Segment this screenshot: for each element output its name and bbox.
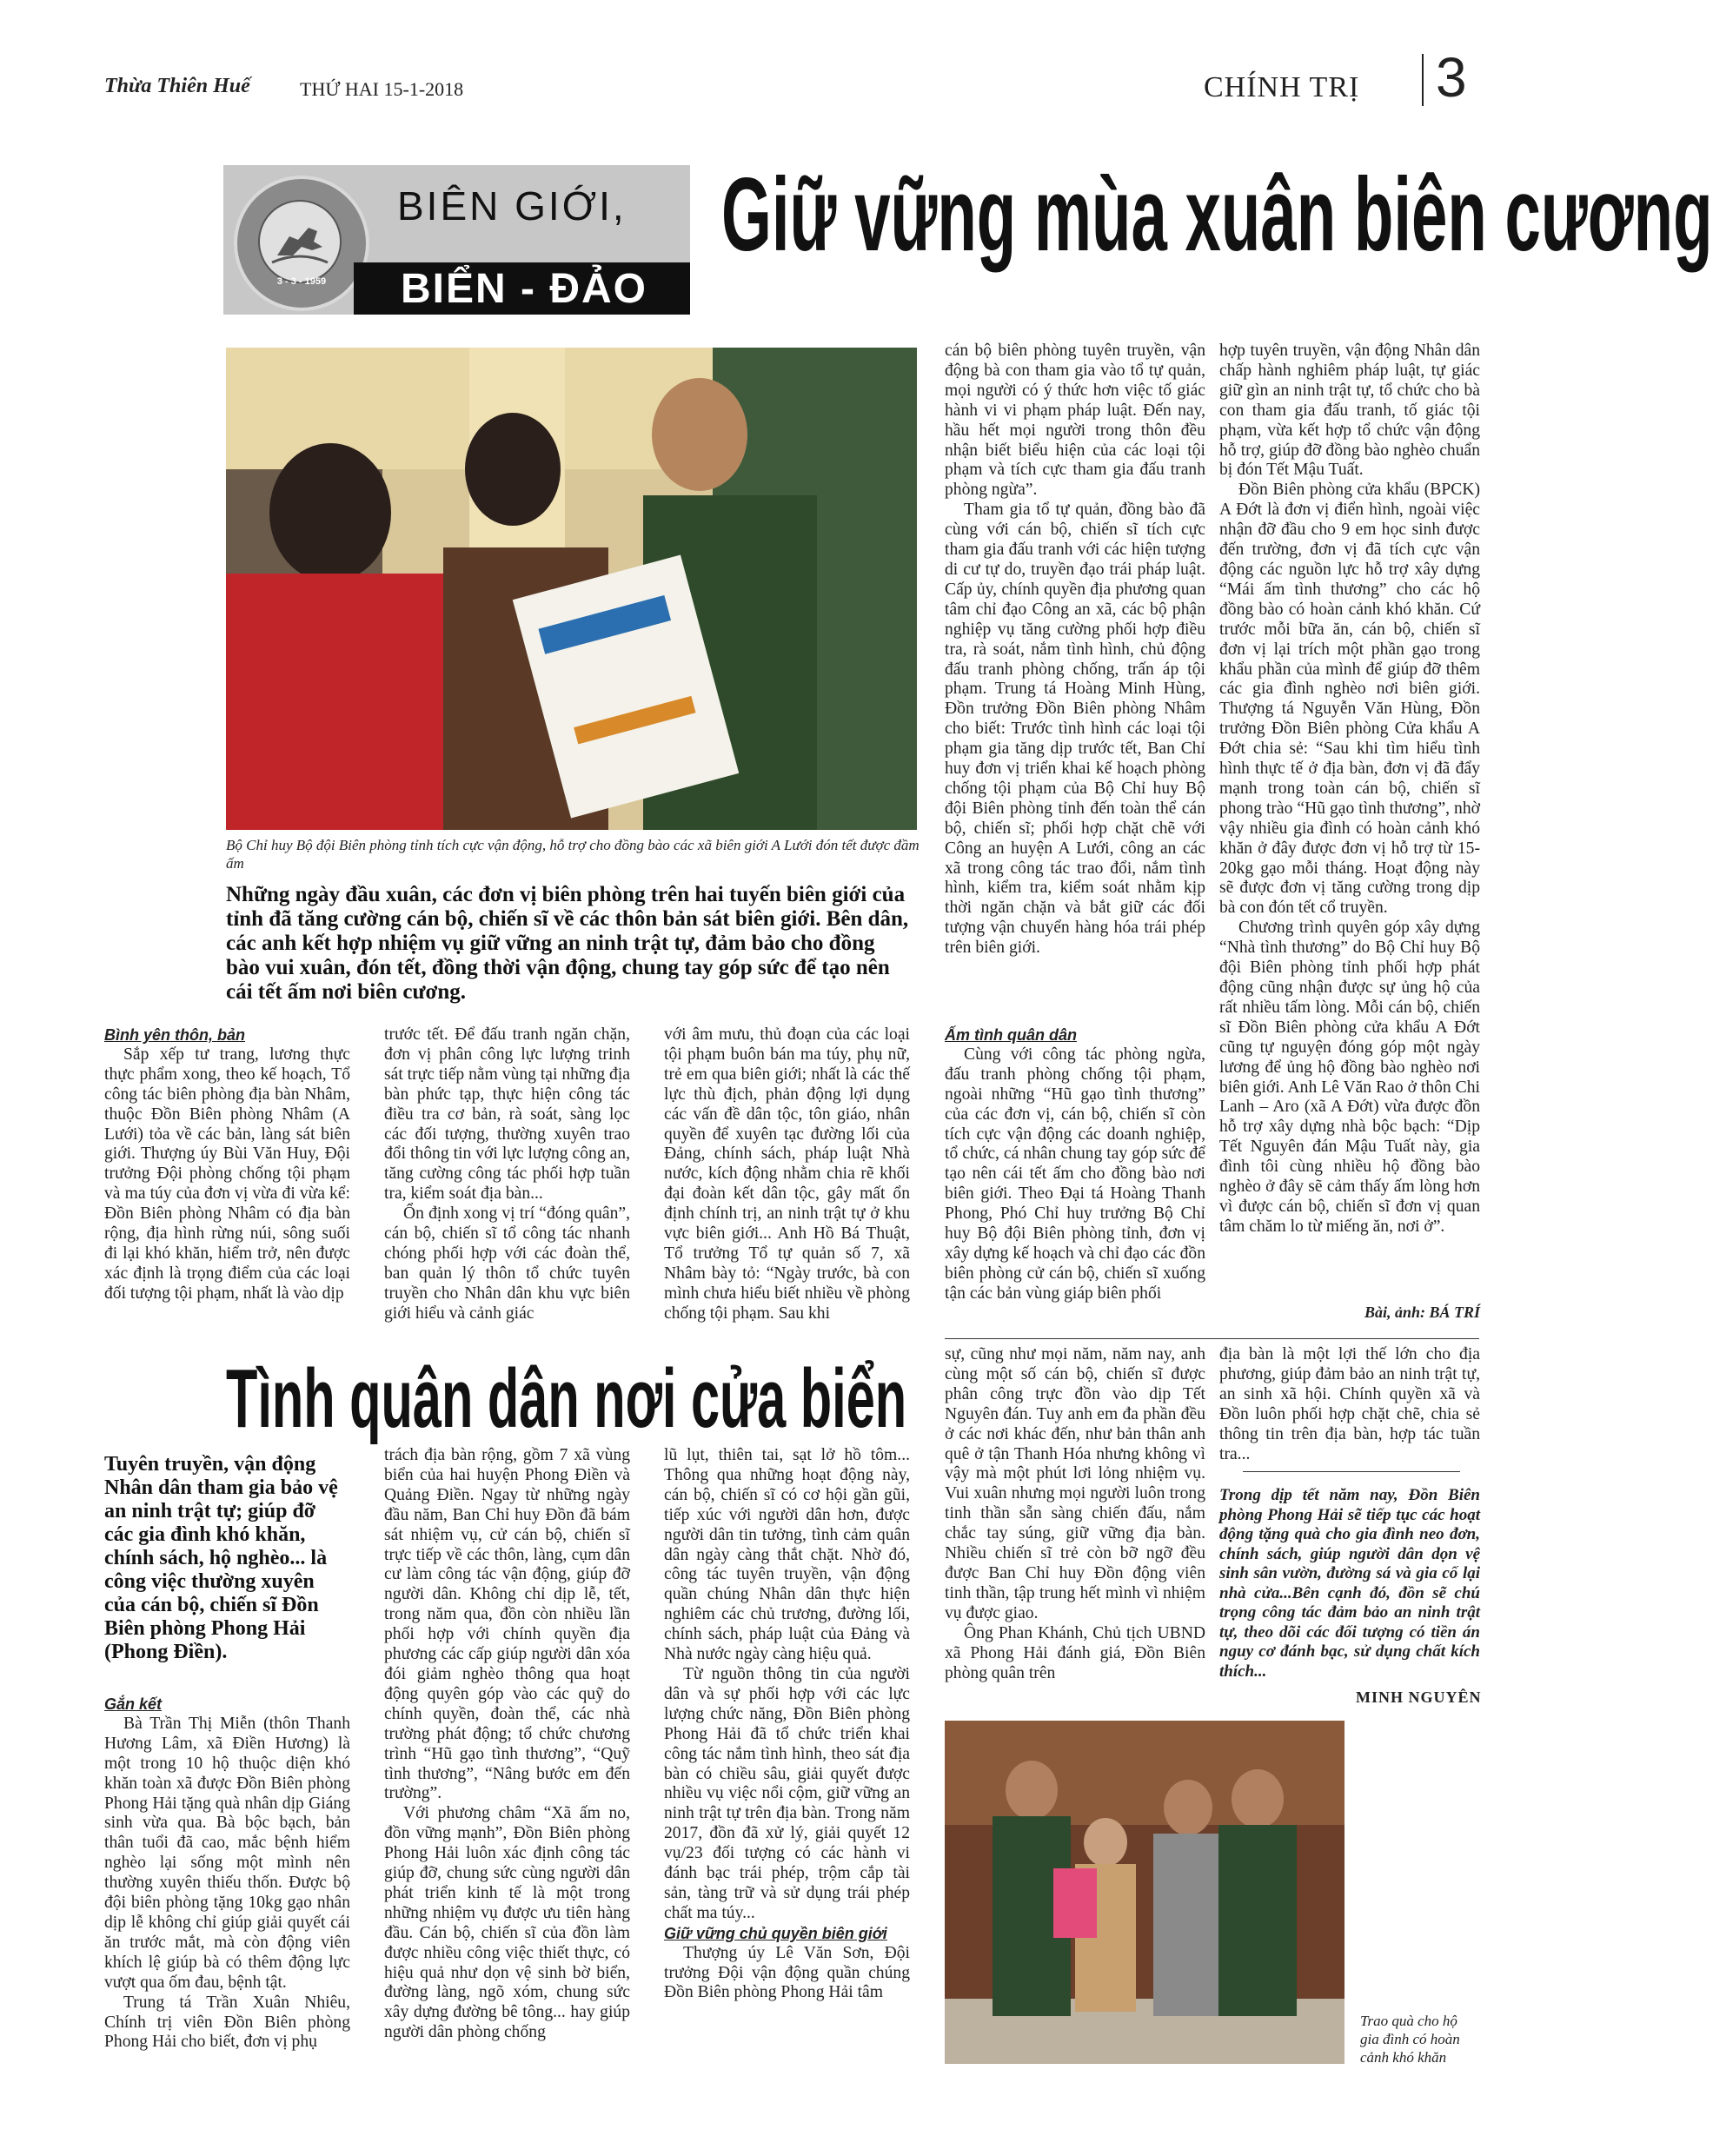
- article1-photo: [226, 348, 917, 830]
- article1-column-a: cán bộ biên phòng tuyên truyền, vận động bà con tham gia vào tổ tự quản, mọi người có ý thức hơn việc tố giác hành vi vi phạm pháp luật. Đến nay, hầu hết mọi người trong thôn đều nhận biết biểu hiện của các loại tội phạm và tích cực tham gia đấu tranh phòng ngừa”. Tham gia tổ tự quản, đồng bào đã cùng với cán bộ, chiến sĩ tích cực tham gia đấu tranh với các hiện tượng di cư tự do, truyền đạo trái pháp luật. Cấp ủy, chính quyền địa phương quan tâm chỉ đạo Công an xã, các bộ phận nghiệp vụ tăng cường phối hợp điều tra, rà soát, nắm tình hình, chủ động đấu tranh phòng chống, trấn áp tội phạm. Trung tá Hoàng Minh Hùng, Đồn trưởng Đồn Biên phòng Nhâm cho biết: Trước tình hình các loại tội phạm gia tăng dịp trước tết, Ban Chỉ huy đơn vị triển khai kế hoạch phòng chống tội phạm của Bộ Chỉ huy Bộ đội Biên phòng tỉnh đến toàn thể cán bộ, chiến sĩ; phối hợp chặt chẽ với Công an huyện A Lưới, công an các xã trong công tác trao đổi, nắm tình hình, kiểm tra, kiểm soát nhằm kịp thời ngăn chặn và bắt giữ các đối tượng vận chuyển hàng hóa trái phép trên biên giới.: [945, 342, 1205, 958]
- article2-byline: MINH NGUYÊN: [1356, 1688, 1482, 1706]
- article2-photo-caption: Trao quà cho hộ gia đình có hoàn cảnh khó khăn: [1360, 2013, 1460, 2066]
- article2-photo: [945, 1721, 1345, 2064]
- article2-lead: Tuyên truyền, vận động Nhân dân tham gia bảo vệ an ninh trật tự; giúp đỡ các gia đình khó khăn, chính sách, hộ nghèo... là công việc thường xuyên của cán bộ, chiến sĩ Đồn Biên phòng Phong Hải (Phong Điền).: [104, 1453, 338, 1663]
- article1-column-f: Ấm tình quân dân Cùng với công tác phòng ngừa, đấu tranh phòng chống tội phạm, ngoài những “Hũ gạo tình thương” của các đơn vị, cán bộ, chiến sĩ còn tích cực vận động các doanh nghiệp, tổ chức, cá nhân chung tay góp sức để tạo nên cái tết ấm cho đồng bào nơi biên giới. Theo Đại tá Hoàng Thanh Phong, Phó Chỉ huy trưởng Bộ Chỉ huy Bộ đội Biên phòng tỉnh, đơn vị xây dựng kế hoạch và chỉ đạo các đồn biên phòng cử cán bộ, chiến sĩ xuống tận các bản vùng giáp biên phối: [945, 1026, 1205, 1303]
- article1-column-c: Bình yên thôn, bản Sắp xếp tư trang, lương thực thực phẩm xong, theo kế hoạch, Tổ công tác biên phòng địa bàn Nhâm, thuộc Đồn Biên phòng Nhâm (A Lưới) tỏa về các bản, làng sát biên giới. Thượng úy Bùi Văn Huy, Đội trưởng Đội phòng chống tội phạm và ma túy của đơn vị vừa đi vừa kể: Đồn Biên phòng Nhâm có địa bàn rộng, địa hình rừng núi, sông suối đi lại khó khăn, hiểm trở, nên được xác định là trọng điểm của các loại đối tượng tội phạm, nhất là vào dịp: [104, 1026, 350, 1303]
- subhead-gan-ket: Gắn kết: [104, 1695, 163, 1713]
- subhead-am-tinh: Ấm tình quân dân: [945, 1026, 1077, 1044]
- article2-column-d: sự, cũng như mọi năm, năm nay, anh cùng một số cán bộ, chiến sĩ được phân công trực đồn vào dịp Tết Nguyên đán. Tuy anh em đa phần đều ở các nơi khác đến, như bản thân anh quê ở tận Thanh Hóa nhưng không vì vậy mà một phút lơi lỏng nhiệm vụ. Vui xuân nhưng mọi người luôn trong tinh thần sẵn sàng chiến đấu, nắm chắc tay súng, giữ vững địa bàn. Nhiều chiến sĩ trẻ còn bỡ ngỡ đều được Ban Chỉ huy Đồn động viên tinh thần, tập trung hết mình vì nhiệm vụ được giao. Ông Phan Khánh, Chủ tịch UBND xã Phong Hải đánh giá, Đồn Biên phòng quân trên: [945, 1345, 1205, 1682]
- issue-date: THỨ HAI 15-1-2018: [300, 78, 464, 100]
- article2-column-a: Gắn kết Bà Trần Thị Miễn (thôn Thanh Hương Lâm, xã Điền Hương) là một trong 10 hộ thuộc diện khó khăn toàn xã được Đồn Biên phòng Phong Hải tặng quà nhân dịp Giáng sinh vừa qua. Bà bộc bạch, bản thân tuổi đã cao, mắc bệnh hiểm nghèo lại sống một mình nên thường xuyên thiếu thốn. Được bộ đội biên phòng tặng 10kg gạo nhân dịp lễ không chỉ giúp giải quyết cái ăn trước mắt, mà còn động viên khích lệ giúp bà có thêm động lực vượt qua ốm đau, bệnh tật. Trung tá Trần Xuân Nhiêu, Chính trị viên Đồn Biên phòng Phong Hải cho biết, đơn vị phụ: [104, 1695, 350, 2052]
- article2-column-c: lũ lụt, thiên tai, sạt lở hồ tôm... Thông qua những hoạt động này, cán bộ, chiến sĩ có cơ hội gần gũi, tiếp xúc với người dân hơn, được người dân tin tưởng, tình cảm quân dân ngày càng thắt chặt. Nhờ đó, công tác tuyên truyền, vận động quần chúng Nhân dân thực hiện nghiêm các chủ trương, đường lối, chính sách, pháp luật của Đảng và Nhà nước ngày càng hiệu quả. Từ nguồn thông tin của người dân và sự phối hợp với các lực lượng chức năng, Đồn Biên phòng Phong Hải đã tổ chức triển khai công tác nắm tình hình, theo sát địa bàn có chiều sâu, giải quyết được nhiều vụ việc nổi cộm, giữ vững an ninh trật tự trên địa bàn. Trong năm 2017, đồn đã xử lý, giải quyết 12 vụ/23 đối tượng có các hành vi đánh bạc trái phép, trộm cắp tài sản, tàng trữ và sử dụng trái phép chất ma túy... Giữ vững chủ quyền biên giới Thượng úy Lê Văn Sơn, Đội trưởng Đội vận động quần chúng Đồn Biên phòng Phong Hải tâm: [664, 1446, 910, 2002]
- article1-photo-caption: Bộ Chỉ huy Bộ đội Biên phòng tỉnh tích cực vận động, hỗ trợ cho đồng bào các xã biên giới A Lưới đón tết được đầm ấm: [226, 837, 920, 872]
- seal-date: 3 - 3 - 1959: [276, 276, 327, 287]
- article1-column-b: hợp tuyên truyền, vận động Nhân dân chấp hành nghiêm pháp luật, tự giác giữ gìn an ninh trật tự, tổ chức cho bà con tham gia đấu tranh, tố giác tội phạm, vừa kết hợp tổ chức vận động hỗ trợ, giúp đỡ đồng bào nghèo chuẩn bị đón Tết Mậu Tuất. Đồn Biên phòng cửa khẩu (BPCK) A Đớt là đơn vị điển hình, ngoài việc nhận đỡ đầu cho 9 em học sinh được đến trường, đơn vị đã tích cực vận động các nguồn lực hỗ trợ xây dựng “Mái ấm tình thương” cho các hộ đồng bào có hoàn cảnh khó khăn. Cứ trước mỗi bữa ăn, cán bộ, chiến sĩ đơn vị lại trích một phần gạo trong khẩu phần của mình để giúp đỡ thêm các gia đình nghèo nơi biên giới. Thượng tá Nguyễn Văn Hùng, Đồn trưởng Đồn Biên phòng Cửa khẩu A Đớt chia sẻ: “Sau khi tìm hiểu tình hình thực tế ở địa bàn, đơn vị đã đẩy mạnh trong toàn cán bộ, chiến sĩ phong trào “Hũ gạo tình thương”, nhờ vậy nhiều gia đình có hoàn cảnh khó khăn ở đây được đơn vị hỗ trợ từ 15-20kg gạo mỗi tháng. Hoạt động này sẽ được đơn vị tăng cường trong dịp bà con đón tết cổ truyền. Chương trình quyên góp xây dựng “Nhà tình thương” do Bộ Chỉ huy Bộ đội Biên phòng tỉnh phối hợp phát động cũng nhận được sự ủng hộ của rất nhiều tấm lòng. Mỗi cán bộ, chiến sĩ Đồn Biên phòng cửa khẩu A Đớt cũng tự nguyện đóng góp một ngày lương để ủng hộ đồng bào nghèo nơi biên giới. Anh Lê Văn Rao ở thôn Chi Lanh – Aro (xã A Đớt) vừa được đồn hỗ trợ xây dựng nhà bộc bạch: “Dịp Tết Nguyên đán Mậu Tuất này, gia đình tôi cùng nhiều hộ đồng bào nghèo ở đây sẽ cảm thấy ấm lòng hơn vì được cán bộ, chiến sĩ đơn vị quan tâm chăm lo từ miếng ăn, nơi ở”.: [1219, 342, 1480, 1236]
- newspaper-name: Thừa Thiên Huế: [104, 75, 250, 97]
- horse-emblem-icon: [260, 202, 340, 282]
- article1-byline: Bài, ảnh: BÁ TRÍ: [1364, 1304, 1480, 1321]
- article1-lead: Những ngày đầu xuân, các đơn vị biên phòng trên hai tuyến biên giới của tỉnh đã tăng cường cán bộ, chiến sĩ về các thôn bản sát biên giới. Bên dân, các anh kết hợp nhiệm vụ giữ vững an ninh trật tự, đảm bảo cho đồng bào vui xuân, đón tết, đồng thời vận động, chung tay góp sức để tạo nên cái tết ấm nơi biên cương.: [226, 883, 909, 1004]
- banner-line1: BIÊN GIỚI,: [397, 183, 627, 229]
- article1-column-e: với âm mưu, thủ đoạn của các loại tội phạm buôn bán ma túy, phụ nữ, trẻ em qua biên giới; nhất là các thế lực thù địch, phản động lợi dụng các vấn đề dân tộc, tôn giáo, nhân quyền để xuyên tạc đường lối của Đảng, chính sách, pháp luật Nhà nước, kích động nhằm chia rẽ khối đại đoàn kết dân tộc, gây mất ổn định chính trị, an ninh trật tự ở khu vực biên giới... Anh Hồ Bá Thuật, Tổ trưởng Tổ tự quản số 7, xã Nhâm bày tỏ: “Ngày trước, bà con mình chưa hiểu biết nhiều về phòng chống tội phạm. Sau khi: [664, 1025, 910, 1323]
- article2-column-b: trách địa bàn rộng, gồm 7 xã vùng biển của hai huyện Phong Điền và Quảng Điền. Ngay từ những ngày đầu năm, Ban Chỉ huy Đồn đã bám sát nhiệm vụ, cử cán bộ, chiến sĩ trực tiếp về các thôn, làng, cụm dân cư làm công tác vận động, giúp đỡ người dân. Không chỉ dịp lễ, tết, trong năm qua, đồn còn nhiều lần phối hợp với chính quyền địa phương các cấp giúp người dân xóa đói giảm nghèo thông qua hoạt động quyên góp vào các quỹ do chính quyền, đoàn thể, các nhà trường phát động; tổ chức chương trình “Hũ gạo tình thương”, “Quỹ tình thương”, “Nâng bước em đến trường”. Với phương châm “Xã ấm no, đồn vững mạnh”, Đồn Biên phòng Phong Hải luôn xác định công tác giúp đỡ, chung sức cùng người dân phát triển kinh tế là một trong những nhiệm vụ được ưu tiên hàng đầu. Cán bộ, chiến sĩ của đồn làm được nhiều công việc thiết thực, có hiệu quả như dọn vệ sinh bờ biển, đường làng, ngõ xóm, chung sức xây dựng đường bê tông... hay giúp người dân phòng chống: [384, 1446, 630, 2042]
- article-divider: [945, 1338, 1479, 1339]
- article1-title: Giữ vững mùa xuân biên cương: [721, 156, 1713, 273]
- article1-column-d: trước tết. Để đấu tranh ngăn chặn, đơn vị phân công lực lượng trinh sát trực tiếp nằm vùng tại những địa bàn phức tạp, thực hiện công tác điều tra cơ bản, rà soát, sàng lọc các đối tượng, thường xuyên trao đổi thông tin với lực lượng công an, tăng cường công tác phối hợp tuần tra, kiểm soát địa bàn... Ổn định xong vị trí “đóng quân”, cán bộ, chiến sĩ tổ công tác nhanh chóng phối hợp với các đoàn thể, ban quản lý thôn tổ chức tuyên truyền cho Nhân dân khu vực biên giới hiểu và cảnh giác: [384, 1025, 630, 1323]
- header-divider: [1422, 54, 1424, 106]
- subhead-binh-yen: Bình yên thôn, bản: [104, 1026, 245, 1044]
- subhead-chu-quyen: Giữ vững chủ quyền biên giới: [664, 1924, 887, 1942]
- section-name: CHÍNH TRỊ: [1204, 71, 1360, 103]
- article2-box-note: Trong dịp tết năm nay, Đồn Biên phòng Phong Hải sẽ tiếp tục các hoạt động tặng quà cho gia đình neo đơn, chính sách, giúp người dân dọn vệ sinh sân vườn, đường sá và gia cố lại nhà cửa...Bên cạnh đó, đồn sẽ chú trọng công tác đảm bảo an ninh trật tự, theo dõi các đối tượng có tiền án nguy cơ đánh bạc, sử dụng chất kích thích...: [1219, 1486, 1480, 1681]
- article2-column-e: địa bàn là một lợi thế lớn cho địa phương, giúp đảm bảo an ninh trật tự, an sinh xã hội. Chính quyền xã và Đồn luôn phối hợp chặt chẽ, chia sẻ thông tin trên địa bàn, hợp tác tuần tra...: [1219, 1345, 1480, 1463]
- banner-line2: BIỂN - ĐẢO: [401, 266, 647, 312]
- section-banner: [223, 165, 690, 315]
- article2-title: Tình quân dân nơi cửa biển: [226, 1352, 907, 1445]
- page-number: 3: [1436, 46, 1467, 109]
- border-guard-seal-icon: [234, 176, 369, 311]
